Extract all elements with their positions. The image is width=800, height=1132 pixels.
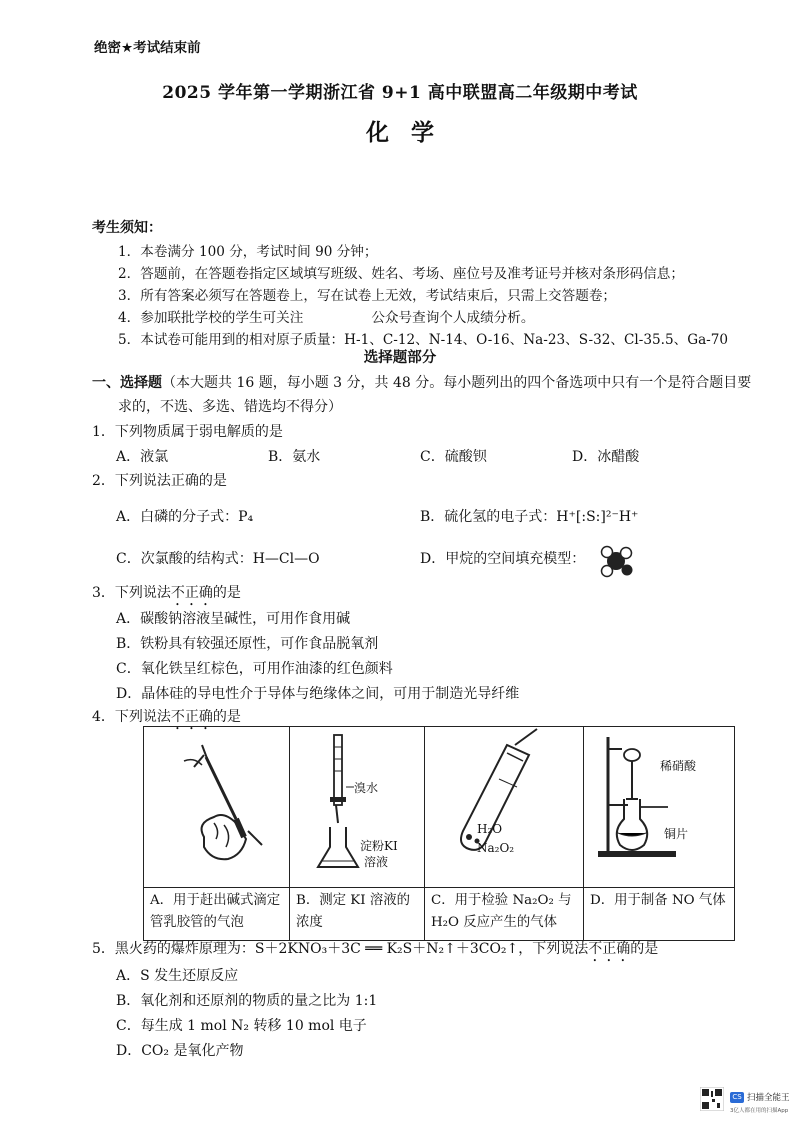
caption-b: B．测定 KI 溶液的浓度	[290, 888, 425, 941]
q4-negation: 不正确	[170, 709, 213, 725]
camscanner-logo-icon: CS	[730, 1092, 744, 1103]
notice-item: 4．参加联批学校的学生可关注 公众号查询个人成绩分析。	[118, 310, 535, 326]
titration-flask-icon	[290, 727, 424, 883]
q2-stem: 2．下列说法正确的是	[92, 473, 227, 489]
camscanner-name: 扫描全能王	[747, 1093, 790, 1103]
flask-stand-icon	[584, 727, 734, 883]
notice-heading: 考生须知：	[92, 220, 162, 236]
qr-code-icon	[700, 1087, 724, 1111]
q1-option-b: B．氨水	[268, 449, 321, 465]
burette-tip-hand-icon	[144, 727, 289, 883]
q5-option-c: C．每生成 1 mol N₂ 转移 10 mol 电子	[116, 1018, 367, 1034]
apparatus-d-cell	[584, 727, 735, 888]
q2-option-b: B．硫化氢的电子式：H⁺[:S:]²⁻H⁺	[420, 509, 639, 525]
q1-option-a: A．液氯	[116, 449, 169, 465]
section-title: 选择题部分	[363, 350, 437, 366]
q3-stem: 3．下列说法不正确的是	[92, 585, 241, 601]
q5-negation: 不正确	[588, 941, 631, 957]
confidential-label: 绝密★考试结束前	[94, 40, 201, 56]
caption-d: D．用于制备 NO 气体	[584, 888, 735, 941]
part-instructions	[92, 372, 751, 392]
q5-stem: 5．黑火药的爆炸原理为：S＋2KNO₃＋3C ══ K₂S＋N₂↑＋3CO₂↑，下列说法不正确的是	[92, 941, 659, 957]
part-label: 一、选择题	[92, 375, 162, 391]
caption-a: A．用于赶出碱式滴定管乳胶管的气泡	[144, 888, 290, 941]
notice-item: 3．所有答案必须写在答题卷上，写在试卷上无效，考试结束后，只需上交答题卷；	[118, 288, 617, 304]
subject-title: 化学	[366, 119, 456, 146]
notice-item: 5．本试卷可能用到的相对原子质量：H-1、C-12、N-14、O-16、Na-23、S-32、Cl-35.5、Ga-70	[118, 332, 729, 348]
solution-label: 溶液	[364, 855, 389, 869]
notice-item: 2．答题前，在答题卷指定区域填写班级、姓名、考场、座位号及准考证号并核对条形码信息；	[118, 266, 684, 282]
q3-option-b: B．铁粉具有较强还原性，可作食品脱氧剂	[116, 636, 379, 652]
q5-option-d: D．CO₂ 是氧化产物	[116, 1043, 244, 1059]
test-tube-icon	[425, 727, 583, 883]
starch-ki-label: 淀粉KI	[360, 839, 398, 853]
water-label: H₂O	[477, 822, 503, 836]
q3-option-a: A．碳酸钠溶液呈碱性，可用作食用碱	[116, 611, 351, 627]
part-text-2: 求的，不选、多选、错选均不得分）	[118, 399, 342, 415]
q1-option-d: D．冰醋酸	[572, 449, 640, 465]
q3-option-d: D．晶体硅的导电性介于导体与绝缘体之间，可用于制造光导纤维	[116, 686, 520, 702]
part-text-1: （本大题共 16 题，每小题 3 分，共 48 分。每小题列出的四个备选项中只有一个是符合题目要	[162, 375, 752, 391]
caption-c: C．用于检验 Na₂O₂ 与 H₂O 反应产生的气体	[425, 888, 584, 941]
q5-option-b: B．氧化剂和还原剂的物质的量之比为 1:1	[116, 993, 378, 1009]
copper-label: 铜片	[664, 827, 689, 841]
q3-option-c: C．氧化铁呈红棕色，可用作油漆的红色颜料	[116, 661, 393, 677]
apparatus-c-cell	[425, 727, 584, 888]
q5-option-a: A．S 发生还原反应	[116, 968, 239, 984]
dilute-nitric-acid-label: 稀硝酸	[660, 759, 697, 773]
bromine-water-label: 溴水	[354, 781, 379, 795]
q2-option-d: D．甲烷的空间填充模型：	[420, 551, 586, 567]
apparatus-a-cell	[144, 727, 290, 888]
q2-option-a: A．白磷的分子式：P₄	[116, 509, 254, 525]
apparatus-table	[143, 726, 735, 941]
q3-negation: 不正确	[170, 585, 213, 601]
camscanner-tagline: 3亿人都在用的扫描App	[730, 1108, 789, 1114]
q2-option-c: C．次氯酸的结构式：H—Cl—O	[116, 551, 320, 567]
notice-item: 1．本卷满分 100 分，考试时间 90 分钟；	[118, 244, 378, 260]
q4-stem: 4．下列说法不正确的是	[92, 709, 241, 725]
q1-option-c: C．硫酸钡	[420, 449, 487, 465]
methane-model-icon	[596, 540, 636, 580]
sodium-peroxide-label: Na₂O₂	[477, 841, 515, 855]
apparatus-b-cell	[290, 727, 425, 888]
q1-stem: 1．下列物质属于弱电解质的是	[92, 424, 283, 440]
exam-title: 2025 学年第一学期浙江省 9+1 高中联盟高二年级期中考试	[162, 83, 638, 103]
